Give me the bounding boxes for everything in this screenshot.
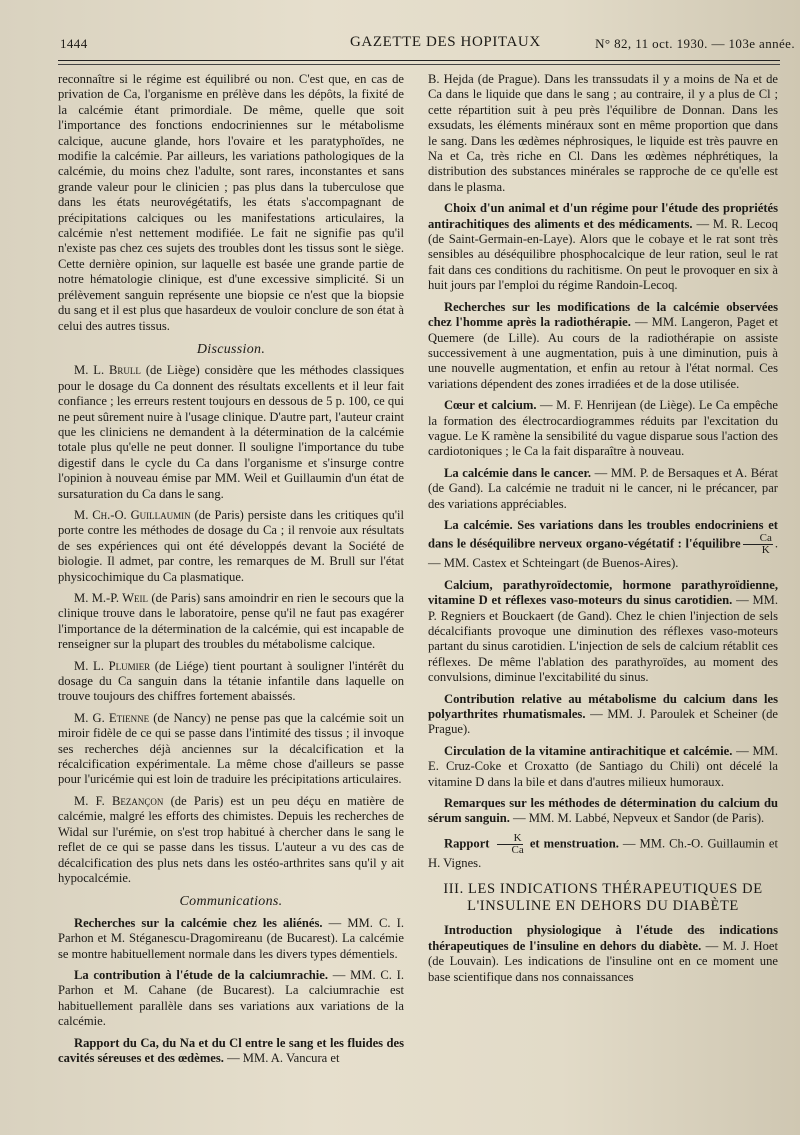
communication-authors: — MM. C. I. Parhon et M. Stéganescu-Dragomireanu (de Bucarest). [58, 915, 404, 946]
communication-text: Alors que le cobaye et le rat sont très sensibles au déséquilibre phosphocalcique de leur ration, seul le rat fait dans ces conditions du rachitisme. On peut le provoquer en six à huit jours par l'emploi du régime Randoin-Lecoq. [428, 232, 778, 293]
communication-authors: — MM. P. de Bersaques et A. Bérat (de Gand). [428, 465, 778, 496]
communication-title: Remarques sur les méthodes de détermination du calcium du sérum sanguin. [428, 796, 778, 826]
communication-authors: — M. F. Henrijean (de Liège). [540, 398, 696, 413]
journal-title: GAZETTE DES HOPITAUX [350, 34, 541, 50]
communication-authors: . — MM. Castex et Schteingart (de Buenos-Aires). [428, 536, 778, 571]
fraction-denominator: K [761, 544, 770, 557]
communication-authors: — MM. M. Labbé, Nepveux et Sandor (de Paris). [513, 811, 765, 826]
communication-authors: — MM. C. I. Parhon et M. Cahane (de Bucarest). [58, 967, 404, 998]
communication-authors: — MM. Ch.-O. Guillaumin et H. Vignes. [428, 836, 778, 870]
paragraph-plumier [58, 659, 404, 705]
communication-title: La calcémie dans le cancer. [444, 465, 592, 480]
paragraph-weil [58, 591, 404, 653]
left-column [58, 72, 404, 1072]
page-number: 1444 [60, 36, 88, 51]
communication-authors: — MM. P. Regniers et Bouckaert (de Gand). [428, 593, 778, 623]
right-column [428, 72, 778, 991]
communication-authors: — MM. E. Cruz-Coke et Croxatto (de Santiago du Chili) [428, 743, 778, 774]
paragraph: reconnaître si le régime est équilibré ou non. C'est que, en cas de privation de Ca, l'organisme en prélève dans les dépôts, la fixité de la calcémie étant primordiale. De même, quelle que soit l'importance des fonctions endocriniennes sur le métabolisme calcique, aucune glande, hors l'ovaire et les paratyphoïdes, ne modifie la calcémie. Par ailleurs, les variations pathologiques de la calcémie, du moins chez l'adulte, sont rares, inconstantes et sans grande valeur pour le clinicien ; pas plus dans la tuberculose que dans les états neurovégétatifs, les états s'accompagnant de précipitations calciques ou les manifestations articulaires, la calcémie n'est nettement modifiée. Le fait ne signifie pas qu'il n'existe pas chez ces sujets des troubles dont les tissus sont le siège. Cette dernière opinion, sur laquelle est basée une grande partie de notre hématologie clinique, est d'une excessive simplicité. Si un prélèvement sanguin représente une biopsie ce n'est que la biopsie du sang et il est plus que hasardeux de vouloir conclure de son état à celui des autres tissus. [58, 72, 404, 333]
header-rule-thin [58, 64, 780, 65]
issue-info: N° 82, 11 oct. 1930. — 103e année. [595, 36, 795, 51]
communication-text: Les indications de l'insuline ont en ce moment une base scientifique dans nos connaissances [428, 954, 778, 984]
communication-title: Rapport du Ca, du Na et du Cl entre le sang et les fluides des cavités séreuses et des œdèmes. [58, 1035, 404, 1065]
communication-item [428, 796, 778, 827]
communication-text: Chez le chien l'injection de sels décalcifiants provoque une diminution des réflexes vaso-moteurs partant du sinus carotidien. L'injection de sels de calcium rétablit ces réflexes. De même l'ablation des parathyroïdes, au moment des convulsions, diminue l'excitabilité du sinus. [428, 608, 779, 685]
communication-text: Dans les transsudats il y a moins de Na et de Ca dans le liquide que dans le sang ; au contraire, il y a plus de Cl ; cette répartition suit à peu près l'équilibre de Donnan. Dans les exsudats, les éléments minéraux sont en même proportion que dans le sang. Dans les œdèmes néphrosiques, le liquide est très pauvre en Na et Ca, très riche en Cl. Dans les œdèmes néphrétiques, la distribution des substances minérales se rapproche de ce qu'elle est dans le plasma. [428, 72, 779, 194]
communication-text: ont décelé la vitamine D dans la bile et dans d'autres milieux humoraux. [428, 759, 778, 789]
communication-authors: B. Hejda (de Prague). [428, 72, 541, 86]
speaker-name: M. Ch.-O. Guillaumin [74, 507, 191, 522]
communication-text: La calcémie se montre habituellement normale dans les divers types démentiels. [58, 931, 404, 961]
communication-item [428, 518, 778, 572]
communication-text: Le Ca empêche la formation des électrocardiogrammes réduits par l'excitation du vague. Le K ramène la sensibilité du vague disparue sous l'action des cardiotoniques ; le Ca la fait disparaître à nouveau. [428, 398, 778, 459]
communication-item [428, 466, 778, 512]
speaker-text: (de Paris) persiste dans les critiques qu'il porte contre les méthodes de dosage du Ca ; il renvoie aux résultats de ses expériences qui ont été développés devant la Société de biologie. Il admet, par contre, les remarques de M. Brull sur l'état physicochimique du Ca plasmatique. [58, 507, 405, 584]
communication-text: Au cours de la radiothérapie on assiste successivement à une augmentation, puis à une diminution, puis à une nouvelle augmentation, et enfin au retour à l'état normal. Ces variations dépendent des zones irradiées et de la dose utilisée. [428, 330, 778, 391]
communication-title: et menstruation. [529, 836, 619, 851]
communication-title: La contribution à l'étude de la calciumrachie. [74, 967, 329, 982]
communication-title: Recherches sur la calcémie chez les aliénés. [74, 915, 323, 930]
communication-authors: — MM. Langeron, Paget et Quemere (de Lille). [428, 315, 778, 345]
fraction-numerator: K [497, 833, 523, 845]
speaker-text: (de Paris) sans amoindrir en rien le secours que la clinique trouve dans le laboratoire, pense qu'il ne faut pas exagérer l'importance de la détermination de la calcémie, qui est incapable de renseigner sur la plupart des troubles du métabolisme calcique. [58, 591, 404, 652]
paragraph-bezancon [58, 794, 404, 886]
communication-item [428, 692, 778, 738]
paragraph-guillaumin [58, 508, 404, 585]
communication-item [428, 578, 778, 686]
communication-title: Circulation de la vitamine antirachitique et calcémie. [444, 743, 733, 758]
communication-title: Recherches sur les modifications de la calcémie observées chez l'homme après la radiothérapie. [428, 299, 778, 330]
communication-title-prefix: Rapport [444, 836, 490, 851]
speaker-text: (de Liège) considère que les méthodes classiques pour le dosage du Ca donnent des résultats excellents et il leur fait confiance ; les erreurs restent toujours en dessous de 5 p. 100, ce qui ne peut sûrement nuire à l'usage clinique. D'autre part, l'auteur craint que les cliniciens ne demandent à la détermination de la calcémie totale plus qu'elle ne peut donner. Il souligne l'importance du tube digestif dans le cycle du Ca dans l'organisme et s'insurge contre l'opinion à nouveau émise par MM. Weil et Guillaumin d'un état de sursaturation du Ca dans le sang. [58, 363, 405, 501]
communication-authors: — M. R. Lecoq (de Saint-Germain-en-Laye). [428, 216, 778, 247]
speaker-text: (de Paris) est un peu déçu en matière de calcémie, malgré les efforts des chimistes. Depuis les recherches de Widal sur l'urémie, on s'est trop habitué à chercher dans le sang le reflet de ce qui se passe dans les tissus. L'auteur a vu des cas de décalcification des plus nets dans les ostéo-arthrites sans qu'il y ait hypocalcémie. [58, 793, 404, 885]
header-rule [58, 60, 780, 61]
communication-authors: — M. J. Hoet (de Louvain). [428, 938, 779, 969]
communication-title: Cœur et calcium. [444, 398, 537, 413]
communication-item [428, 398, 778, 460]
speaker-name: M. L. Brull [74, 363, 141, 378]
chapter-heading: III. LES INDICATIONS THÉRAPEUTIQUES DE L'INSULINE EN DEHORS DU DIABÈTE [443, 881, 763, 915]
communication-item [58, 968, 404, 1030]
paragraph-brull [58, 363, 404, 502]
communication-title: Choix d'un animal et d'un régime pour l'étude des propriétés antirachitiques des aliments et des médicaments. [428, 201, 778, 231]
speaker-text: (de Liége) tient pourtant à souligner l'intérêt du dosage du Ca sanguin dans la tétanie infantile dans laquelle on trouve toujours des chiffres fortement abaissés. [58, 658, 404, 704]
communication-item [58, 1036, 404, 1067]
communication-item [58, 916, 404, 962]
ratio-fraction [743, 533, 773, 556]
communication-authors: — MM. J. Paroulek et Scheiner (de Prague). [428, 707, 778, 737]
communication-text: La calciumrachie est habituellement parallèle dans ses variations aux variations de la calcémie. [58, 983, 404, 1029]
communication-item [428, 833, 778, 871]
communication-item [428, 201, 778, 293]
page-header [60, 34, 795, 56]
paragraph-etienne [58, 711, 404, 788]
communication-item [428, 923, 778, 985]
section-heading-discussion: Discussion. [196, 341, 266, 357]
communication-title: Introduction physiologique à l'étude des indications thérapeutiques de l'insuline en dehors du diabète. [428, 923, 778, 953]
speaker-name: M. L. Plumier [74, 658, 151, 673]
speaker-text: (de Nancy) ne pense pas que la calcémie soit un miroir fidèle de ce qui se passe dans l'intimité des tissus ; il invoque ses recherches déjà anciennes sur la décalcification et la récalcification expérimentale. La même chose d'ailleurs se passe pour l'uricémie qui est loin de traduire les précipitations articulaires. [58, 710, 404, 787]
speaker-name: M. M.-P. Weil [74, 591, 149, 605]
fraction-denominator: Ca [511, 843, 524, 856]
communication-item [428, 72, 778, 195]
speaker-name: M. F. Bezançon [74, 793, 164, 808]
ratio-fraction [496, 833, 524, 856]
communication-title: La calcémie. Ses variations dans les troubles endocriniens et dans le déséquilibre nerveux organo-végétatif : l'équilibre [428, 517, 778, 551]
section-heading-communications: Communications. [179, 894, 283, 910]
fraction-numerator: Ca [743, 533, 773, 545]
communication-title: Calcium, parathyroïdectomie, hormone parathyroïdienne, vitamine D et réflexes vaso-moteurs du sinus carotidien. [428, 577, 778, 608]
speaker-name: M. G. Etienne [74, 710, 150, 725]
communication-item [428, 300, 778, 392]
communication-text: La calcémie ne traduit ni le cancer, ni le précancer, par des variations appréciables. [428, 481, 779, 511]
communication-authors: — MM. A. Vancura et [227, 1050, 340, 1065]
communication-item [428, 744, 778, 790]
communication-title: Contribution relative au métabolisme du calcium dans les polyarthrites rhumatismales. [428, 691, 778, 722]
